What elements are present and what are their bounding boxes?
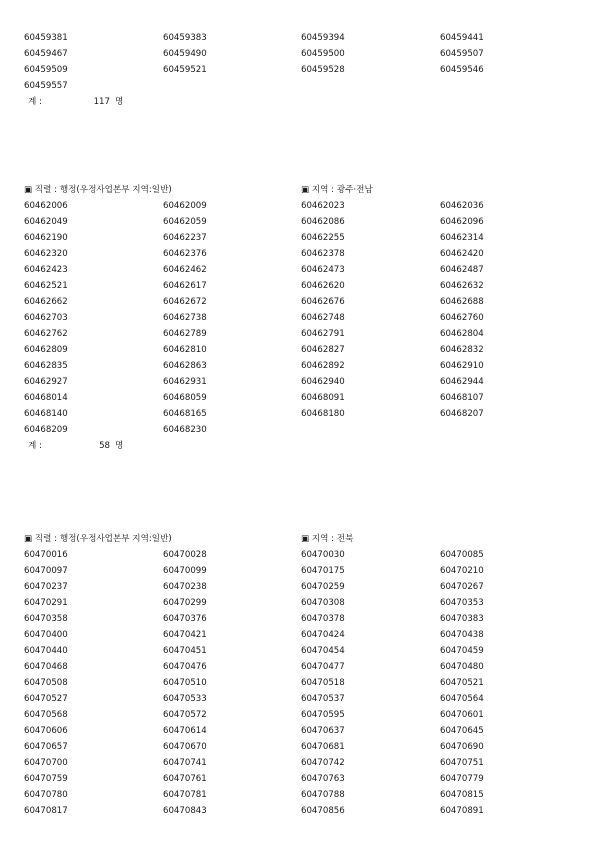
id-cell: 60462789	[163, 329, 207, 339]
id-cell: 60470681	[301, 742, 345, 752]
id-cell: 60462688	[440, 297, 484, 307]
id-cell: 60470690	[440, 742, 484, 752]
total-line	[24, 438, 584, 454]
id-cell: 60462832	[440, 345, 484, 355]
id-cell: 60470751	[440, 758, 484, 768]
id-cell: 60470564	[440, 694, 484, 704]
id-cell: 60470601	[440, 710, 484, 720]
id-cell: 60470781	[163, 790, 207, 800]
id-cell: 60470510	[163, 678, 207, 688]
id-cell: 60470614	[163, 726, 207, 736]
id-cell: 60462703	[24, 313, 68, 323]
id-grid	[24, 30, 584, 94]
id-cell: 60470521	[440, 678, 484, 688]
id-cell: 60470259	[301, 582, 345, 592]
id-cell: 60470657	[24, 742, 68, 752]
id-cell: 60462376	[163, 249, 207, 259]
id-cell: 60462632	[440, 281, 484, 291]
id-cell: 60470508	[24, 678, 68, 688]
id-cell: 60470308	[301, 598, 345, 608]
id-cell: 60470476	[163, 662, 207, 672]
total-count: 117	[93, 97, 110, 107]
id-cell: 60470438	[440, 630, 484, 640]
id-cell: 60462892	[301, 361, 345, 371]
id-cell: 60459528	[301, 65, 345, 75]
id-cell: 60470761	[163, 774, 207, 784]
id-cell: 60470030	[301, 550, 345, 560]
id-cell: 60462620	[301, 281, 345, 291]
id-cell: 60470645	[440, 726, 484, 736]
id-cell: 60462676	[301, 297, 345, 307]
id-cell: 60468209	[24, 425, 68, 435]
id-cell: 60459381	[24, 33, 68, 43]
id-cell: 60462760	[440, 313, 484, 323]
id-cell: 60468014	[24, 393, 68, 403]
id-cell: 60470763	[301, 774, 345, 784]
id-cell: 60470383	[440, 614, 484, 624]
section-list	[24, 182, 584, 454]
section-list	[24, 531, 584, 819]
id-cell: 60470891	[440, 806, 484, 816]
job-series-label: ▣ 직렬 : 행정(우정사업본부 지역:일반)	[24, 185, 172, 195]
id-cell: 60462086	[301, 217, 345, 227]
id-cell: 60459507	[440, 49, 484, 59]
id-cell: 60470527	[24, 694, 68, 704]
id-cell: 60470788	[301, 790, 345, 800]
id-cell: 60470606	[24, 726, 68, 736]
id-cell: 60470670	[163, 742, 207, 752]
id-cell: 60462748	[301, 313, 345, 323]
id-cell: 60459467	[24, 49, 68, 59]
id-cell: 60470637	[301, 726, 345, 736]
id-cell: 60470175	[301, 566, 345, 576]
id-cell: 60470477	[301, 662, 345, 672]
region-label: ▣ 지역 : 광주·전남	[301, 185, 373, 195]
id-cell: 60468180	[301, 409, 345, 419]
id-cell: 60470424	[301, 630, 345, 640]
id-cell: 60470817	[24, 806, 68, 816]
id-cell: 60462910	[440, 361, 484, 371]
id-cell: 60468107	[440, 393, 484, 403]
id-cell: 60470358	[24, 614, 68, 624]
id-cell: 60470518	[301, 678, 345, 688]
id-cell: 60470210	[440, 566, 484, 576]
id-cell: 60470099	[163, 566, 207, 576]
id-cell: 60470421	[163, 630, 207, 640]
id-cell: 60459500	[301, 49, 345, 59]
id-cell: 60462378	[301, 249, 345, 259]
id-cell: 60462049	[24, 217, 68, 227]
id-cell: 60470572	[163, 710, 207, 720]
id-cell: 60468140	[24, 409, 68, 419]
id-cell: 60470097	[24, 566, 68, 576]
id-cell: 60462255	[301, 233, 345, 243]
id-cell: 60470353	[440, 598, 484, 608]
id-cell: 60468207	[440, 409, 484, 419]
id-cell: 60470533	[163, 694, 207, 704]
id-cell: 60470815	[440, 790, 484, 800]
id-cell: 60462931	[163, 377, 207, 387]
id-cell: 60462059	[163, 217, 207, 227]
id-cell: 60470780	[24, 790, 68, 800]
id-cell: 60470700	[24, 758, 68, 768]
id-grid	[24, 198, 584, 438]
id-cell: 60462672	[163, 297, 207, 307]
id-cell: 60470299	[163, 598, 207, 608]
id-cell: 60462827	[301, 345, 345, 355]
id-grid	[24, 547, 584, 819]
id-cell: 60470759	[24, 774, 68, 784]
id-cell: 60470568	[24, 710, 68, 720]
id-cell: 60462762	[24, 329, 68, 339]
id-cell: 60470291	[24, 598, 68, 608]
id-cell: 60468091	[301, 393, 345, 403]
id-cell: 60470028	[163, 550, 207, 560]
job-series-label: ▣ 직렬 : 행정(우정사업본부 지역:일반)	[24, 534, 172, 544]
id-cell: 60459394	[301, 33, 345, 43]
id-cell: 60470480	[440, 662, 484, 672]
id-cell: 60459546	[440, 65, 484, 75]
id-cell: 60462738	[163, 313, 207, 323]
id-cell: 60462810	[163, 345, 207, 355]
id-cell: 60462521	[24, 281, 68, 291]
id-cell: 60459441	[440, 33, 484, 43]
id-cell: 60462940	[301, 377, 345, 387]
total-label: 계 :	[28, 97, 42, 107]
id-cell: 60470451	[163, 646, 207, 656]
id-cell: 60470843	[163, 806, 207, 816]
total-label: 계 :	[28, 441, 42, 451]
id-cell: 60462487	[440, 265, 484, 275]
id-cell: 60470741	[163, 758, 207, 768]
section-header	[24, 182, 584, 198]
id-cell: 60462944	[440, 377, 484, 387]
id-cell: 60462006	[24, 201, 68, 211]
id-cell: 60470537	[301, 694, 345, 704]
total-unit: 명	[115, 97, 124, 107]
id-cell: 60462420	[440, 249, 484, 259]
id-cell: 60462190	[24, 233, 68, 243]
id-cell: 60470400	[24, 630, 68, 640]
id-cell: 60470237	[24, 582, 68, 592]
id-cell: 60462009	[163, 201, 207, 211]
id-cell: 60459383	[163, 33, 207, 43]
id-cell: 60462835	[24, 361, 68, 371]
id-cell: 60470742	[301, 758, 345, 768]
region-label: ▣ 지역 : 전북	[301, 534, 354, 544]
total-line	[24, 94, 584, 110]
id-cell: 60470856	[301, 806, 345, 816]
total-count: 58	[99, 441, 110, 451]
section-header	[24, 531, 584, 547]
section-list	[24, 30, 584, 110]
id-cell: 60462809	[24, 345, 68, 355]
id-cell: 60470378	[301, 614, 345, 624]
id-cell: 60462927	[24, 377, 68, 387]
id-cell: 60470454	[301, 646, 345, 656]
id-cell: 60470238	[163, 582, 207, 592]
id-cell: 60470595	[301, 710, 345, 720]
id-cell: 60462314	[440, 233, 484, 243]
total-unit: 명	[115, 441, 124, 451]
id-cell: 60462423	[24, 265, 68, 275]
id-cell: 60462320	[24, 249, 68, 259]
id-cell: 60468165	[163, 409, 207, 419]
id-cell: 60470779	[440, 774, 484, 784]
id-cell: 60470085	[440, 550, 484, 560]
id-cell: 60470468	[24, 662, 68, 672]
id-cell: 60462462	[163, 265, 207, 275]
id-cell: 60459521	[163, 65, 207, 75]
id-cell: 60462036	[440, 201, 484, 211]
id-cell: 60468230	[163, 425, 207, 435]
id-cell: 60462791	[301, 329, 345, 339]
id-cell: 60462473	[301, 265, 345, 275]
id-cell: 60462096	[440, 217, 484, 227]
id-cell: 60470376	[163, 614, 207, 624]
id-cell: 60470459	[440, 646, 484, 656]
id-cell: 60470016	[24, 550, 68, 560]
id-cell: 60459557	[24, 81, 68, 91]
id-cell: 60470267	[440, 582, 484, 592]
id-cell: 60462617	[163, 281, 207, 291]
id-cell: 60470440	[24, 646, 68, 656]
id-cell: 60459490	[163, 49, 207, 59]
id-cell: 60462023	[301, 201, 345, 211]
id-cell: 60468059	[163, 393, 207, 403]
id-cell: 60459509	[24, 65, 68, 75]
id-cell: 60462804	[440, 329, 484, 339]
id-cell: 60462863	[163, 361, 207, 371]
id-cell: 60462662	[24, 297, 68, 307]
id-cell: 60462237	[163, 233, 207, 243]
